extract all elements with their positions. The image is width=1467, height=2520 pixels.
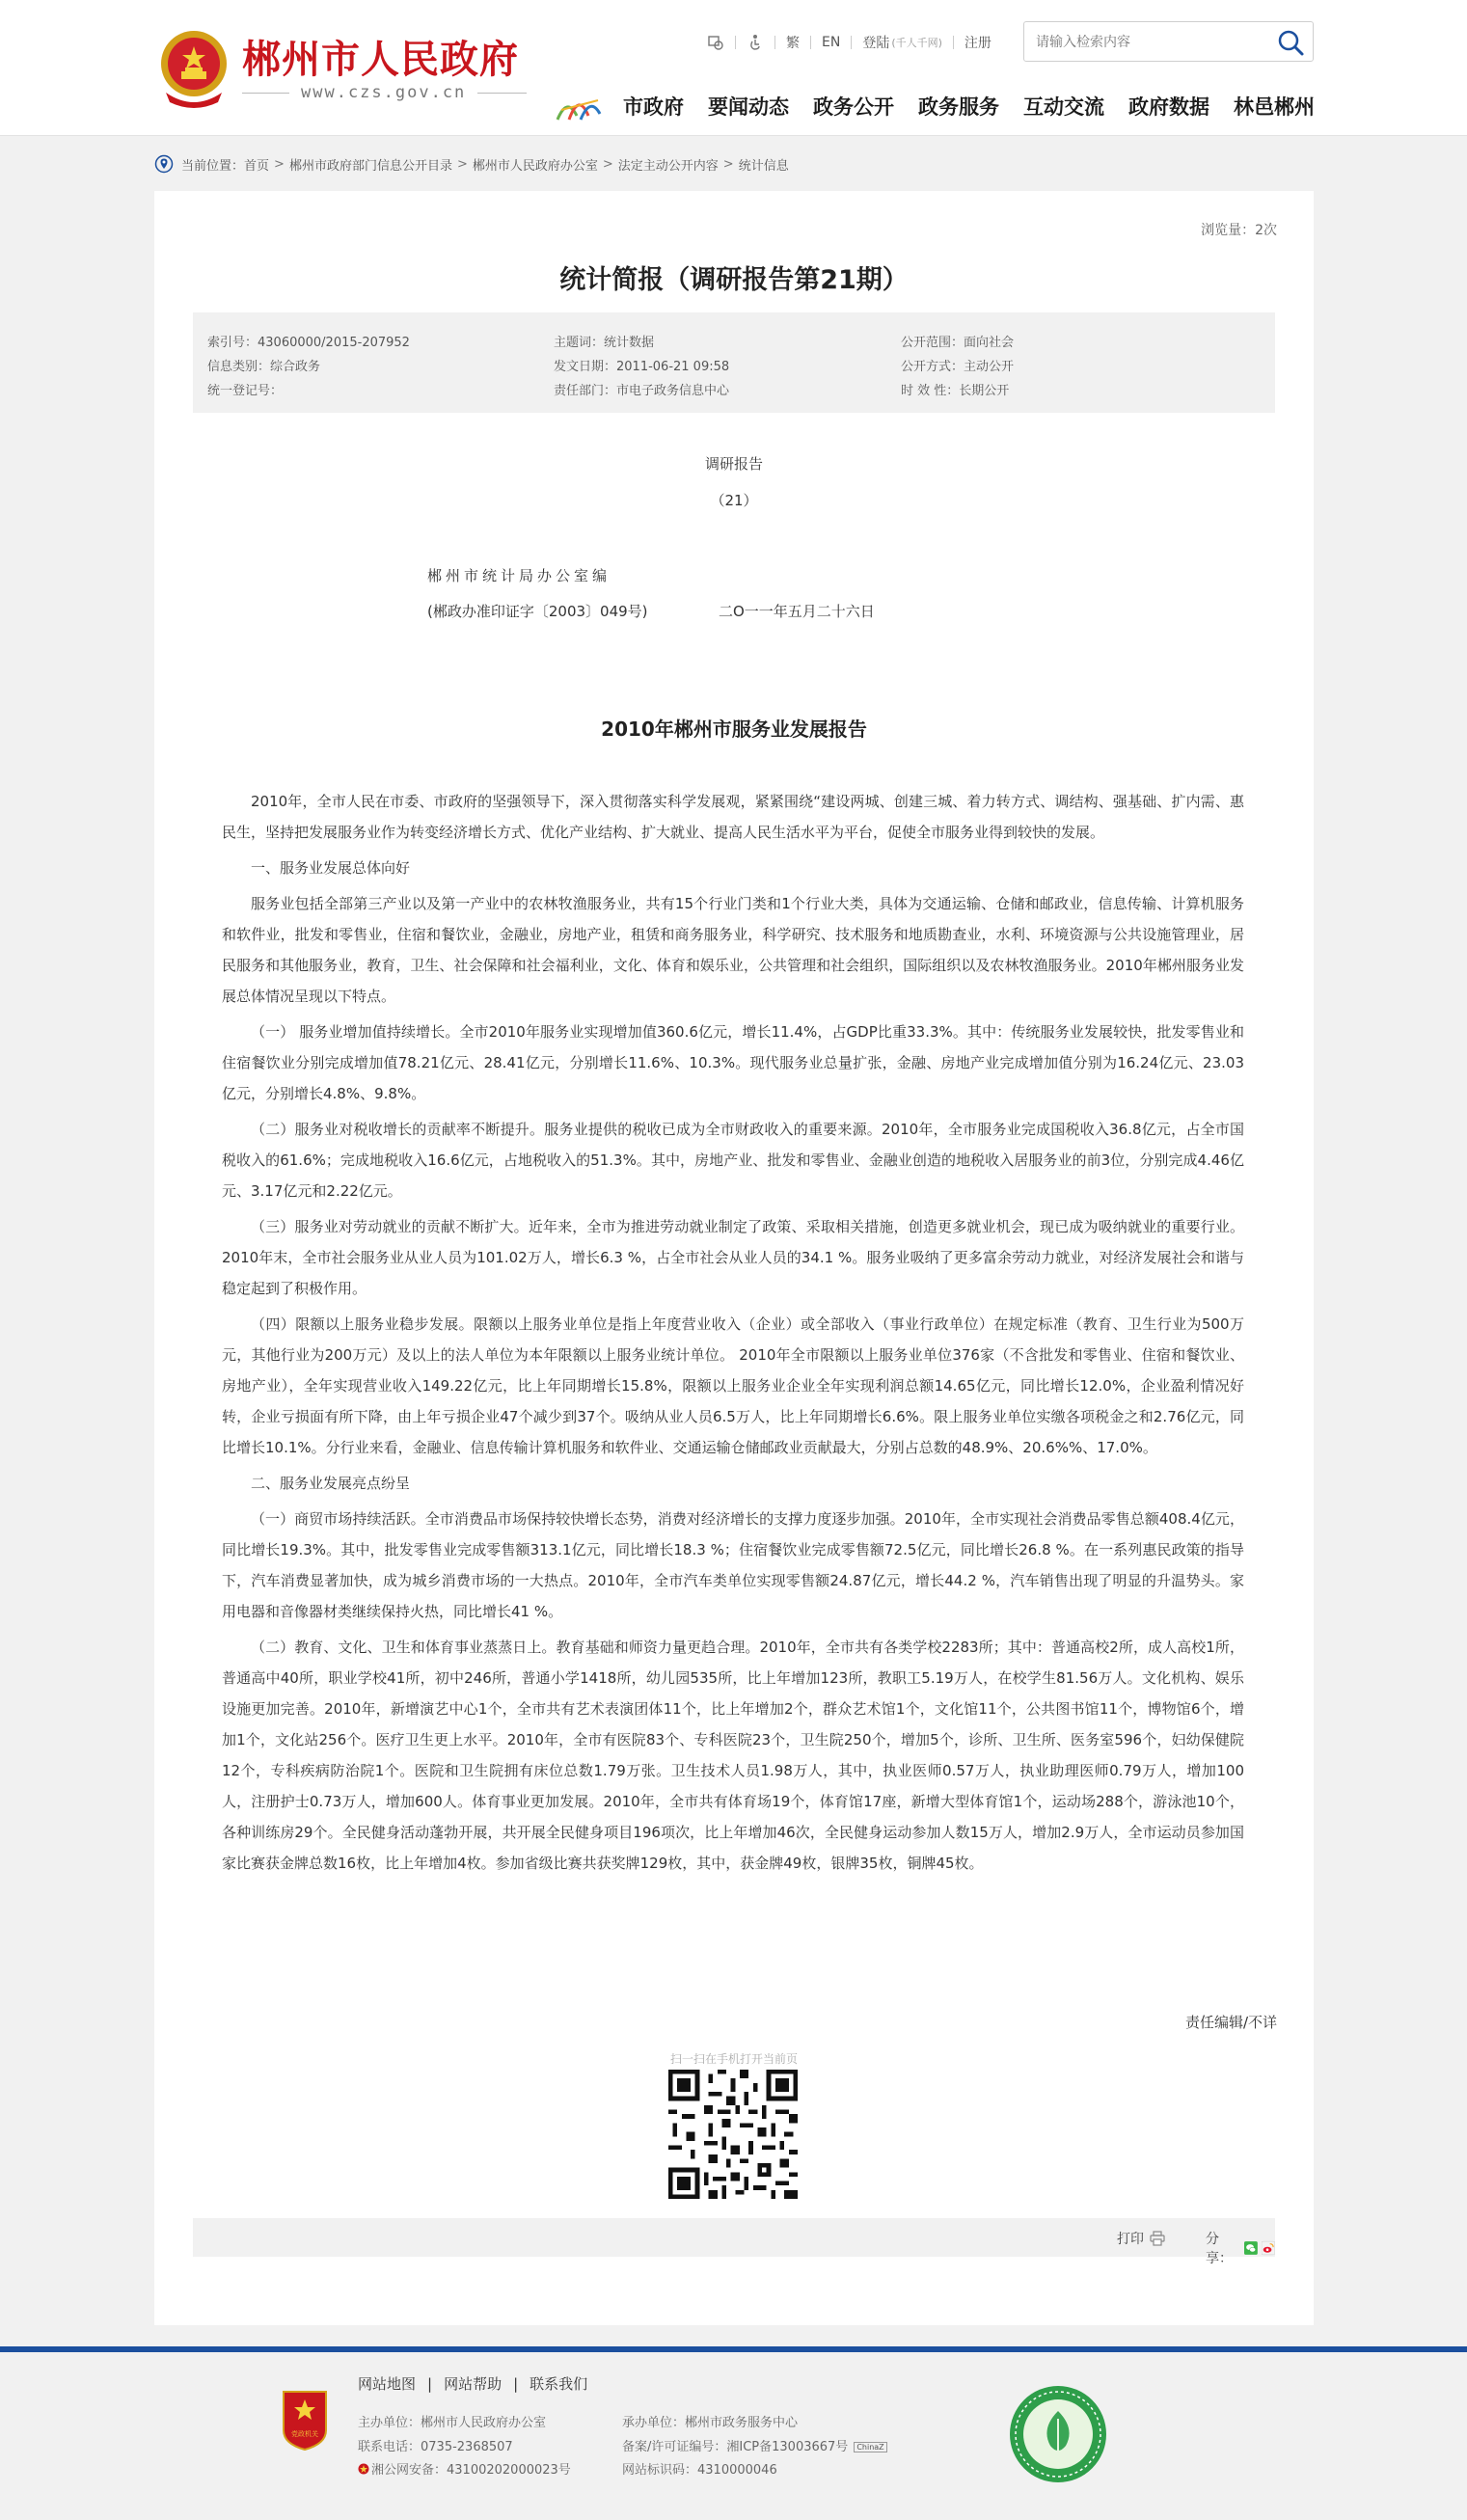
report-title: 2010年郴州市服务业发展报告 [601, 718, 867, 741]
footer-police-record[interactable] [358, 2459, 571, 2478]
nav-item-data[interactable]: 政府数据 [1128, 95, 1209, 119]
nav-item-linyi-chenzhou[interactable]: 林邑郴州 [1234, 95, 1315, 119]
document-metadata [193, 312, 1275, 413]
search-input[interactable] [1034, 31, 1260, 54]
page-title: 统计简报（调研报告第21期） [559, 265, 909, 295]
badge-text: 党政机关 [291, 2430, 318, 2438]
paragraph: （四）限额以上服务业稳步发展。限额以上服务业单位是指上年度营业收入（企业）或全部收入（事业行政单位）在规定标准（教育、卫生行业为500万元，其他行业为200万元）及以上的法人单位为本年限额以上服务业统计单位。 2010年全市限额以上服务业单位376家（不含批发和零售业、住宿和餐饮业、房地产业），全年实现营业收入149.22亿元，比上年同期增长15.8%，限额以上服务业企业全年实现利润总额14.65亿元，同比增长12.0%，企业盈利情况好转，企业亏损面有所下降，由上年亏损企业47个减少到37个。吸纳从业人员6.5万人，比上年同期增长6.6%。限上服务业单位实缴各项税金之和2.76亿元，同比增长10.1%。分行业来看，金融业、信息传输计算机服务和软件业、交通运输仓储邮政业贡献最大，分别占总数的48.9%、20.6%%、17.0%。 [222, 1315, 1244, 1456]
location-pin-icon [154, 154, 174, 174]
paragraph: 服务业包括全部第三产业以及第一产业中的农林牧渔服务业，共有15个行业门类和1个行业大类，具体为交通运输、仓储和邮政业，信息传输、计算机服务和软件业，批发和零售业，住宿和餐饮业，金融业，房地产业，租赁和商务服务业，科学研究、技术服务和地质勘查业，水利、环境资源与公共设施管理业，居民服务和其他服务业，教育，卫生、社会保障和社会福利业，文化、体育和娱乐业，公共管理和社会组织，国际组织以及农林牧渔服务业。2010年郴州服务业发展总体情况呈现以下特点。 [222, 895, 1244, 1005]
permit-number: (郴政办准印证字〔2003〕049号) [427, 603, 648, 620]
search-icon[interactable] [1276, 28, 1305, 57]
nav-item-news[interactable]: 要闻动态 [708, 95, 789, 119]
meta-validity: 时 效 性：长期公开 [901, 384, 1010, 398]
party-government-badge[interactable] [280, 2388, 330, 2452]
footer-site-code: 网站标识码：4310000046 [622, 2463, 777, 2478]
report-type: 调研报告 [704, 455, 763, 473]
meta-category: 信息类别：综合政务 [207, 360, 321, 374]
chinaz-badge[interactable]: ChinaZ [854, 2442, 886, 2452]
article-toolbar [193, 2218, 1275, 2266]
footer-phone: 联系电话：0735-2368507 [358, 2440, 513, 2454]
paragraph: （一） 服务业增加值持续增长。全市2010年服务业实现增加值360.6亿元，增长11.4%，占GDP比重33.3%。其中：传统服务业发展较快，批发零售业和住宿餐饮业分别完成增加值78.21亿元、28.41亿元，分别增长11.6%、10.3%。现代服务业总量扩张，金融、房地产业完成增加值分别为16.24亿元、23.03亿元，分别增长4.8%、9.8%。 [222, 1023, 1244, 1102]
footer-icp [622, 2436, 887, 2454]
traditional-chinese-link[interactable]: 繁 [786, 36, 800, 51]
breadcrumb-office[interactable]: 郴州市人民政府办公室 [472, 158, 598, 174]
weibo-icon[interactable] [1262, 2240, 1275, 2256]
paragraph: （一）商贸市场持续活跃。全市消费品市场保持较快增长态势，消费对经济增长的支撑力度逐步加强。2010年，全市实现社会消费品零售总额408.4亿元，同比增长19.3%。其中，批发零售业完成零售额313.1亿元，同比增长18.3 %；住宿餐饮业完成零售额72.5亿元，同比增长26.8 %。在一系列惠民政策的指导下，汽车消费显著加快，成为城乡消费市场的一大热点。2010年，全市汽车类单位实现零售额24.87亿元，增长44.2 %，汽车销售出现了明显的升温势头。家用电器和音像器材类继续保持火热，同比增长41 %。 [222, 1510, 1244, 1620]
print-label: 打印 [1117, 2232, 1144, 2247]
site-footer [0, 2352, 1467, 2520]
issuer: 郴州市统计局办公室编 [427, 567, 611, 584]
site-header [0, 0, 1467, 136]
footer-host: 主办单位：郴州市人民政府办公室 [358, 2416, 547, 2430]
footer-links: 网站地图 | 网站帮助 | 联系我们 [358, 2374, 588, 2393]
login-note: (千人千网) [891, 37, 942, 49]
issue-number: （21） [710, 492, 758, 509]
breadcrumb-label: 当前位置： [181, 158, 245, 174]
paragraph: （三）服务业对劳动就业的贡献不断扩大。近年来，全市为推进劳动就业制定了政策、采取相关措施，创造更多就业机会，现已成为吸纳就业的重要行业。2010年末，全市社会服务业从业人员为101.02万人，增长6.3 %，占全市社会从业人员的34.1 %。服务业吸纳了更多富余劳动力就业，对经济发展社会和谐与稳定起到了积极作用。 [222, 1218, 1244, 1297]
print-button[interactable] [1117, 2229, 1165, 2248]
share-label: 分享： [1206, 2232, 1233, 2266]
view-count: 浏览量：2次 [1201, 223, 1277, 238]
elderly-mode-icon[interactable] [736, 34, 774, 51]
site-url: www.czs.gov.cn [289, 83, 477, 102]
login-label: 登陆 [862, 36, 890, 51]
meta-dept: 责任部门：市电子政务信息中心 [554, 384, 730, 398]
section-heading: 二、服务业发展亮点纷呈 [251, 1475, 411, 1492]
article-panel [154, 191, 1314, 2325]
meta-unified-code: 统一登记号： [207, 384, 284, 398]
wechat-icon[interactable] [1244, 2240, 1258, 2256]
breadcrumb-home[interactable]: 首页 [244, 158, 270, 174]
responsible-editor: 责任编辑/不详 [1184, 2014, 1277, 2031]
breadcrumb: 当前位置： 首页 > 郴州市政府部门信息公开目录 > 郴州市人民政府办公室 > 法定主动公开内容 > 统计信息 [154, 154, 789, 174]
meta-index-no: 索引号：43060000/2015-207952 [207, 336, 410, 350]
meta-method: 公开方式：主动公开 [901, 360, 1015, 374]
english-link[interactable]: EN [822, 35, 841, 50]
nav-item-services[interactable]: 政务服务 [918, 95, 999, 119]
login-link[interactable] [852, 33, 953, 52]
share-bar [1206, 2229, 1275, 2267]
paragraph: （二）教育、文化、卫生和体育事业蒸蒸日上。教育基础和师资力量更趋合理。2010年，全市共有各类学校2283所；其中：普通高校2所，成人高校1所，普通高中40所，职业学校41所，初中246所，普通小学1418所，幼儿园535所，比上年增加123所，教职工5.19万人，在校学生81.56万人。文化机构、娱乐设施更加完善。2010年，新增演艺中心1个，全市共有艺术表演团体11个，比上年增加2个，群众艺术馆1个，文化馆11个，公共图书馆11个，博物馆6个，增加1个，文化站256个。医疗卫生更上水平。2010年，全市有医院83个、专科医院23个，卫生院250个，增加5个，诊所、卫生所、医务室596个，妇幼保健院12个，专科疾病防治院1个。医院和卫生院拥有床位总数1.79万张。卫生技术人员1.98万人，其中，执业医师0.57万人，执业助理医师0.79万人，增加100人，注册护士0.73万人，增加600人。体育事业更加发展。2010年，全市共有体育场19个，体育馆17座，新增大型体育馆1个，运动场288个，游泳池10个，各种训练房29个。全民健身活动蓬勃开展，共开展全民健身项目196项次，比上年增加46次，全民健身运动参加人数15万人，增加2.9万人，全市运动员参加国家比赛获金牌总数16枚，比上年增加4枚。参加省级比赛共获奖牌129枚，其中，获金牌49枚，银牌35枚，铜牌45枚。 [222, 1639, 1244, 1872]
accessibility-icon[interactable] [696, 34, 735, 51]
national-emblem-icon [156, 25, 231, 108]
register-link[interactable]: 注册 [964, 36, 992, 51]
contact-link[interactable]: 联系我们 [530, 2375, 588, 2393]
top-links [696, 31, 1002, 54]
qr-code-icon [668, 2070, 798, 2199]
civilized-city-emblem-icon[interactable] [1008, 2384, 1108, 2484]
nav-item-interaction[interactable]: 互动交流 [1023, 95, 1104, 119]
icp-text[interactable]: 备案/许可证编号：湘ICP备13003667号 [622, 2440, 849, 2454]
section-heading: 一、服务业发展总体向好 [251, 859, 411, 877]
police-badge-icon [358, 2463, 369, 2475]
paragraph: （二）服务业对税收增长的贡献率不断提升。服务业提供的税收已成为全市财政收入的重要来源。2010年，全市服务业完成国税收入36.8亿元，占全市国税收入的61.6%；完成地税收入16.6亿元，占地税收入的51.3%。其中，房地产业、批发和零售业、金融业创造的地税收入居服务业的前3位，分别完成4.46亿元、3.17亿元和2.22亿元。 [222, 1121, 1244, 1200]
search-box [1023, 21, 1314, 62]
article-body [222, 786, 1244, 1883]
city-logo-icon [554, 87, 606, 125]
breadcrumb-directory[interactable]: 郴州市政府部门信息公开目录 [288, 158, 452, 174]
meta-date: 发文日期：2011-06-21 09:58 [554, 360, 730, 374]
printer-icon [1150, 2231, 1165, 2246]
nav-item-open-government[interactable]: 政务公开 [813, 95, 894, 119]
breadcrumb-public-content[interactable]: 法定主动公开内容 [617, 158, 719, 174]
footer-operator: 承办单位：郴州市政务服务中心 [622, 2416, 799, 2430]
breadcrumb-statistics[interactable]: 统计信息 [738, 158, 789, 174]
issue-date: 二O一一年五月二十六日 [719, 603, 875, 620]
site-title[interactable]: 郴州市人民政府 [242, 38, 519, 82]
sitemap-link[interactable]: 网站地图 [358, 2375, 417, 2393]
main-nav [623, 92, 1315, 121]
meta-scope: 公开范围：面向社会 [901, 336, 1015, 350]
meta-subject: 主题词：统计数据 [554, 336, 655, 350]
paragraph: 2010年，全市人民在市委、市政府的坚强领导下，深入贯彻落实科学发展观，紧紧围绕“建设两城、创建三城、着力转方式、调结构、强基础、扩内需、惠民生，坚持把发展服务业作为转变经济增长方式、优化产业结构、扩大就业、提高人民生活水平为平台，促使全市服务业得到较快的发展。 [222, 793, 1244, 841]
police-record-text: 湘公网安备：43100202000023号 [371, 2463, 571, 2478]
nav-item-government[interactable]: 市政府 [623, 95, 684, 119]
help-link[interactable]: 网站帮助 [444, 2375, 503, 2393]
qr-caption: 扫一扫在手机打开当前页 [669, 2052, 798, 2066]
